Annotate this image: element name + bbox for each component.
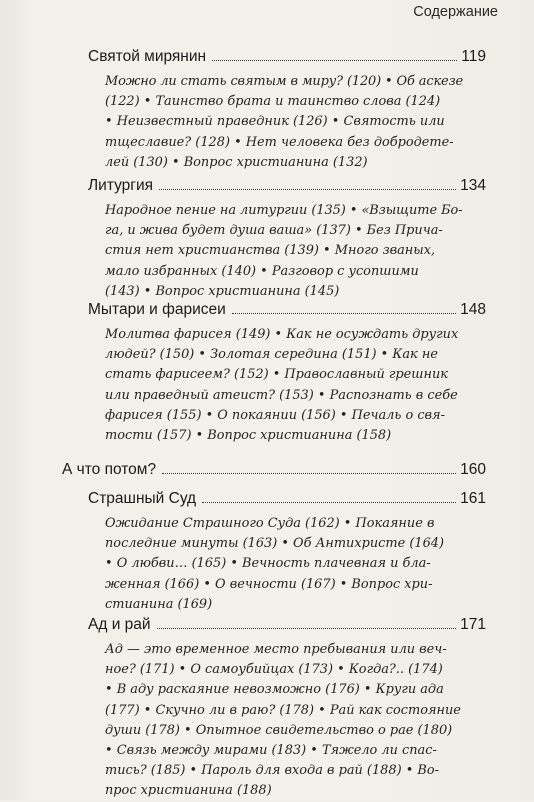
toc-entry-title: Святой мирянин xyxy=(88,48,207,65)
dot-leader xyxy=(232,313,456,314)
dot-leader xyxy=(212,60,457,61)
toc-entry-title: Ад и рай xyxy=(88,616,151,633)
toc-entry-title: Страшный Суд xyxy=(88,490,197,507)
subtopic-line: Можно ли стать святым в миру? (120) • Об аскезе xyxy=(105,74,464,89)
subtopic-line: или праведный атеист? (153) • Распознать в себе xyxy=(105,387,458,403)
subtopic-line: лей (130) • Вопрос христианина (132) xyxy=(105,154,368,170)
toc-page-number: 148 xyxy=(460,301,486,318)
subtopic-line: Народное пение на литургии (135) • «Взыщите Бо- xyxy=(105,203,463,218)
subtopic-line: прос христианина (188) xyxy=(105,783,272,799)
subtopic-line: • В аду раскаяние невозможно (176) • Круги ада xyxy=(105,682,444,698)
subtopic-line: • Связь между мирами (183) • Тяжело ли спас- xyxy=(105,743,437,759)
subtopic-line: стать фарисеем? (152) • Православный грешник xyxy=(105,367,448,383)
dot-leader xyxy=(162,473,456,474)
subtopic-line: (143) • Вопрос христианина (145) xyxy=(105,283,340,299)
dot-leader xyxy=(157,628,457,629)
subtopic-line: (122) • Таинство брата и таинство слова (124) xyxy=(105,94,441,110)
toc-subtopics xyxy=(105,325,463,446)
subtopic-line: последние минуты (163) • Об Антихристе (164) xyxy=(105,536,445,552)
subtopic-line: тись? (185) • Пароль для входа в рай (188) • Во- xyxy=(105,763,439,779)
toc-page-number: 171 xyxy=(460,616,486,633)
subtopic-line: мало избранных (140) • Разговор с усопшими xyxy=(105,263,419,279)
toc-entry-ad-i-ray[interactable] xyxy=(88,616,486,634)
subtopic-line: стия нет христианства (139) • Много званых, xyxy=(105,243,436,259)
subtopic-line: тщеславие? (128) • Нет человека без добродете- xyxy=(105,134,454,150)
subtopic-line: души (178) • Опытное свидетельство о рае (180) xyxy=(105,722,453,738)
toc-part-title: А что потом? xyxy=(62,461,157,478)
subtopic-line: стианина (169) xyxy=(105,596,213,612)
toc-page-number: 119 xyxy=(461,48,486,65)
subtopic-line: (177) • Скучно ли в раю? (178) • Рай как состояние xyxy=(105,702,461,718)
subtopic-line: женная (166) • О вечности (167) • Вопрос хри- xyxy=(105,576,433,592)
running-head: Содержание xyxy=(413,4,498,20)
toc-subtopics xyxy=(105,201,463,302)
toc-page-number: 161 xyxy=(460,490,486,507)
toc-entry-title: Мытари и фарисеи xyxy=(88,301,226,318)
subtopic-line: фарисея (155) • О покаянии (156) • Печаль о свя- xyxy=(105,407,445,423)
subtopic-line: • Неизвестный праведник (126) • Святость или xyxy=(105,114,445,130)
toc-subtopics xyxy=(105,72,463,173)
subtopic-line: Ожидание Страшного Суда (162) • Покаяние в xyxy=(105,516,435,531)
toc-part-a-chto-potom[interactable] xyxy=(62,461,486,479)
toc-entry-strashny-sud[interactable] xyxy=(88,490,486,508)
subtopic-line: ное? (171) • О самоубийцах (173) • Когда?.. (174) xyxy=(105,662,443,678)
subtopic-line: Молитва фарисея (149) • Как не осуждать других xyxy=(105,327,459,342)
subtopic-line: га, и жива будет душа ваша» (137) • Без Прича- xyxy=(105,223,443,239)
toc-entry-mytari-i-farisei[interactable] xyxy=(88,301,486,319)
subtopic-line: Ад — это временное место пребывания или веч- xyxy=(105,642,447,657)
dot-leader xyxy=(202,502,456,503)
toc-subtopics xyxy=(105,640,463,802)
toc-subtopics xyxy=(105,514,463,615)
toc-entry-svyatoy-miryanin[interactable] xyxy=(88,48,486,66)
dot-leader xyxy=(159,189,456,190)
toc-entry-liturgiya[interactable] xyxy=(88,177,486,195)
subtopic-line: людей? (150) • Золотая середина (151) • Как не xyxy=(105,347,438,363)
toc-page-number: 160 xyxy=(460,461,486,478)
toc-page-number: 134 xyxy=(460,177,486,194)
subtopic-line: • О любви… (165) • Вечность плачевная и бла- xyxy=(105,556,431,572)
toc-entry-title: Литургия xyxy=(88,177,154,194)
subtopic-line: тости (157) • Вопрос христианина (158) xyxy=(105,428,392,444)
